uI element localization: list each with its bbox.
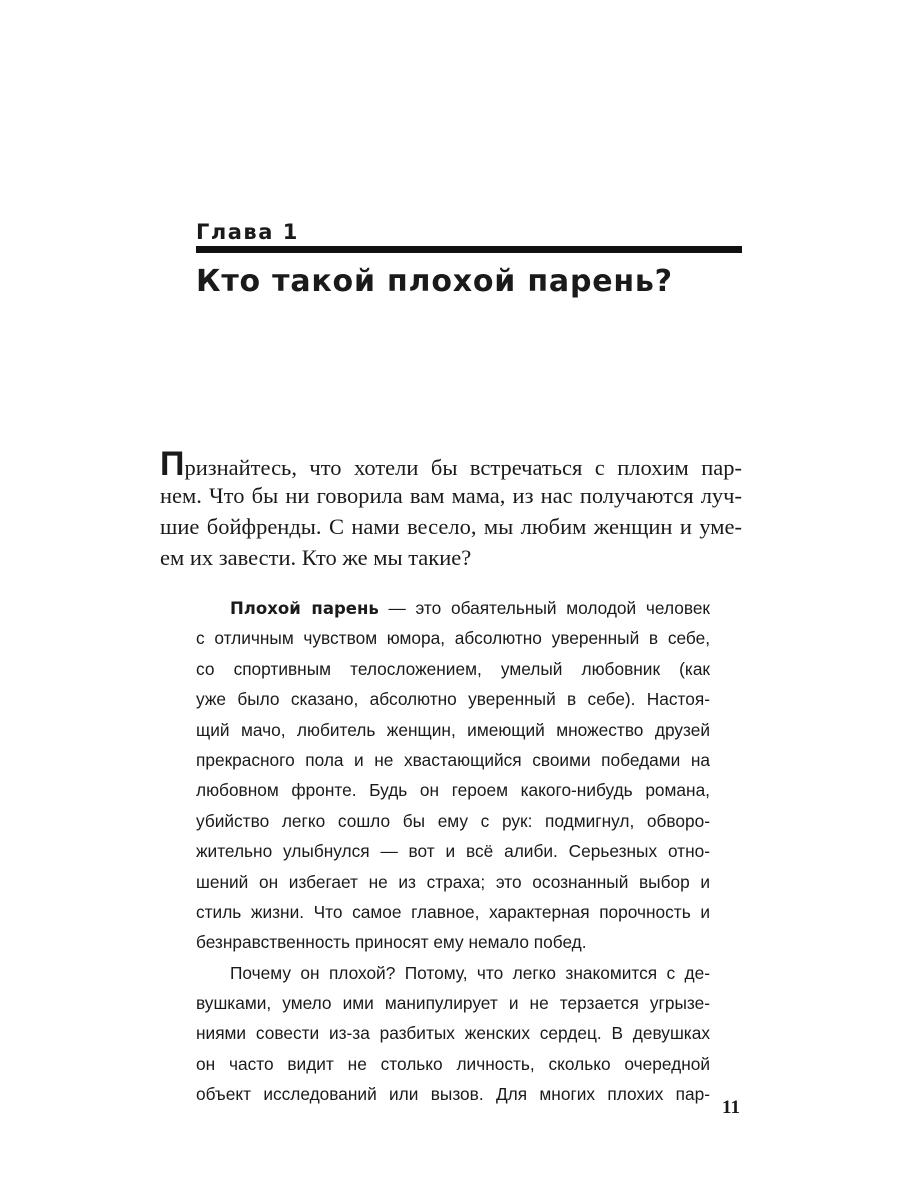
paragraph-line: убийство легко сошло бы ему с рук: подмигнул, обворо-: [196, 810, 710, 831]
chapter-rule: [196, 246, 742, 253]
paragraph-line: уже было сказано, абсолютно уверенный в себе). Настоя-: [196, 689, 710, 710]
paragraph-line: со спортивным телосложением, умелый любовник (как: [196, 658, 710, 679]
intro-line: шие бойфренды. С нами весело, мы любим женщин и уме-: [160, 514, 742, 539]
body-text: [196, 593, 710, 1110]
paragraph-line: стиль жизни. Что самое главное, характерная порочность и: [196, 901, 710, 922]
paragraph-line: он часто видит не столько личность, сколько очередной: [196, 1053, 710, 1074]
paragraph-line: шений он избегает не из страха; это осознанный выбор и: [196, 871, 710, 892]
intro-paragraph: [160, 445, 742, 573]
paragraph-line-text: — это обаятельный молодой человек: [378, 598, 710, 618]
intro-line: [160, 445, 742, 483]
paragraph-line: Почему он плохой? Потому, что легко знакомится с де-: [230, 962, 710, 983]
chapter-label: Глава 1: [196, 220, 299, 244]
page-number: 11: [722, 1097, 740, 1118]
intro-line: нем. Что бы ни говорила вам мама, из нас получаются луч-: [160, 483, 742, 508]
paragraph-line: прекрасного пола и не хвастающийся своими победами на: [196, 749, 710, 770]
defined-term: Плохой парень: [230, 599, 379, 618]
paragraph-line: объект исследований или вызов. Для многих плохих пар-: [196, 1084, 710, 1105]
paragraph-line: с отличным чувством юмора, абсолютно уверенный в себе,: [196, 628, 710, 649]
paragraph-line: любовном фронте. Будь он героем какого-нибудь романа,: [196, 780, 710, 801]
drop-cap: П: [160, 445, 185, 483]
paragraph-line: безнравственность приносят ему немало побед.: [196, 932, 587, 953]
intro-line-text: ризнайтесь, что хотели бы встречаться с плохим пар-: [184, 455, 742, 480]
paragraph-line: ниями совести из-за разбитых женских сердец. В девушках: [196, 1023, 710, 1044]
chapter-title: Кто такой плохой парень?: [196, 264, 673, 299]
paragraph-line: [196, 593, 710, 623]
paragraph-line: вушками, умело ими манипулирует и не терзается угрызе-: [196, 993, 710, 1014]
paragraph-line: жительно улыбнулся — вот и всё алиби. Серьезных отно-: [196, 841, 710, 862]
paragraph-line: щий мачо, любитель женщин, имеющий множество друзей: [196, 719, 710, 740]
intro-line: ем их завести. Кто же мы такие?: [160, 545, 472, 570]
